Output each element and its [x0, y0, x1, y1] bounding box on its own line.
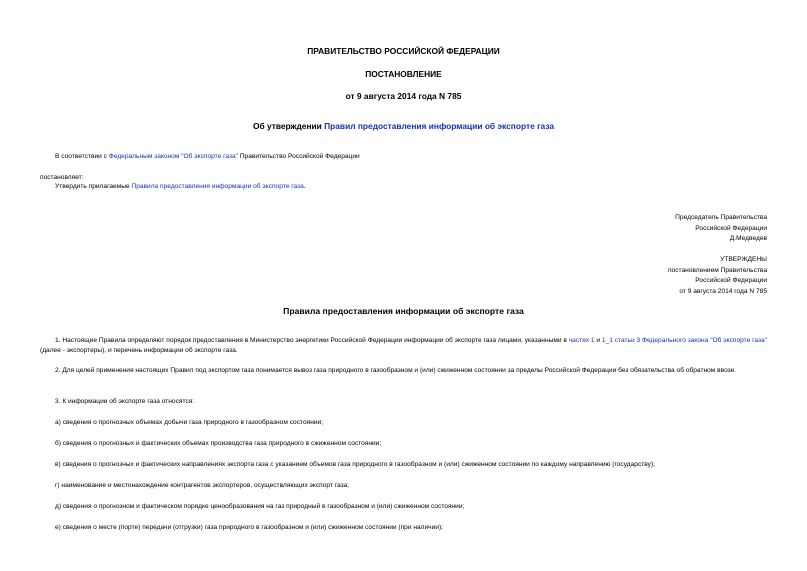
federal-law-link[interactable]: Федеральным законом "Об экспорте газа" — [108, 153, 238, 160]
approval-word: УТВЕРЖДЕНЫ — [720, 256, 767, 263]
p1-mid: и — [594, 337, 602, 344]
article-3-law-link[interactable]: 1_1 статьи 3 Федерального закона "Об экспорте газа" — [601, 337, 767, 344]
preamble — [55, 152, 360, 162]
list-item-g: г) наименование и местонахождение контрагентов экспортеров, осуществляющих экспорт газа; — [55, 482, 350, 489]
paragraph-1 — [40, 336, 767, 355]
title-prefix: Об утверждении — [252, 121, 325, 131]
paragraph-3: 3. К информации об экспорте газа относятся: — [55, 398, 195, 405]
resolution-date: от 9 августа 2014 года N 785 — [345, 91, 462, 101]
preamble-post: Правительство Российской Федерации — [237, 153, 360, 160]
approval-block — [668, 255, 767, 297]
list-item-b: б) сведения о прогнозных и фактических объемах производства газа природного в сжиженном состоянии; — [55, 440, 382, 447]
signature-position: Председатель Правительства — [675, 214, 767, 221]
signature-name: Д.Медведев — [729, 235, 767, 243]
list-item-d: д) сведения о прогнозном и фактическом порядке ценообразования на газ природный в газообразном и (или) сжиженном состоянии; — [55, 503, 465, 510]
list-item-e: е) сведения о месте (порте) передачи (отгрузки) газа природного в газообразном и (или) сжиженном состоянии (при наличии); — [55, 524, 444, 531]
document-title — [0, 121, 807, 131]
paragraph-2: 2. Для целей применения настоящих Правил под экспортом газа понимается вывоз газа природного в газообразном и (или) сжиженном состоянии за пределы Российской Федерации без обязательства об обратном ввозе. — [55, 367, 737, 374]
signature-country: Российской Федерации — [695, 224, 767, 232]
approval-by: постановлением Правительства — [667, 266, 767, 274]
list-item-a: а) сведения о прогнозных объемах добычи газа природного в газообразном состоянии; — [55, 419, 324, 426]
approve-post: . — [303, 183, 306, 190]
government-heading: ПРАВИТЕЛЬСТВО РОССИЙСКОЙ ФЕДЕРАЦИИ — [307, 46, 500, 56]
p1-pre: 1. Настоящие Правила определяют порядок предоставления в Министерство энергетики Российской Федерации информации об экспорте газа лицами, указанными в — [55, 337, 569, 344]
approved-rules-link[interactable]: Правила предоставления информации об экспорте газа — [131, 183, 304, 190]
approval-country: Российской Федерации — [695, 277, 767, 285]
preamble-pre: В соответствии с — [55, 153, 109, 160]
approve-pre: Утвердить прилагаемые — [55, 183, 132, 190]
p1-post: (далее - экспортеры), и перечень информации об экспорте газа. — [40, 346, 238, 354]
decrees-word: постановляет: — [40, 174, 84, 181]
rules-title: Правила предоставления информации об экспорте газа — [283, 306, 524, 316]
list-item-v: в) сведения о прогнозных и фактических направлениях экспорта газа с указанием объемов газа природного в газообразном и (или) сжиженном состоянии по каждому направлению (государству); — [55, 461, 655, 468]
part-1-link[interactable]: частях 1 — [568, 337, 595, 344]
title-rules-link[interactable]: Правил предоставления информации об экспорте газа — [324, 121, 555, 131]
signature-block — [675, 213, 767, 245]
approval-date: от 9 августа 2014 года N 785 — [679, 287, 767, 295]
approve-paragraph — [55, 182, 306, 192]
resolution-heading: ПОСТАНОВЛЕНИЕ — [365, 69, 442, 79]
